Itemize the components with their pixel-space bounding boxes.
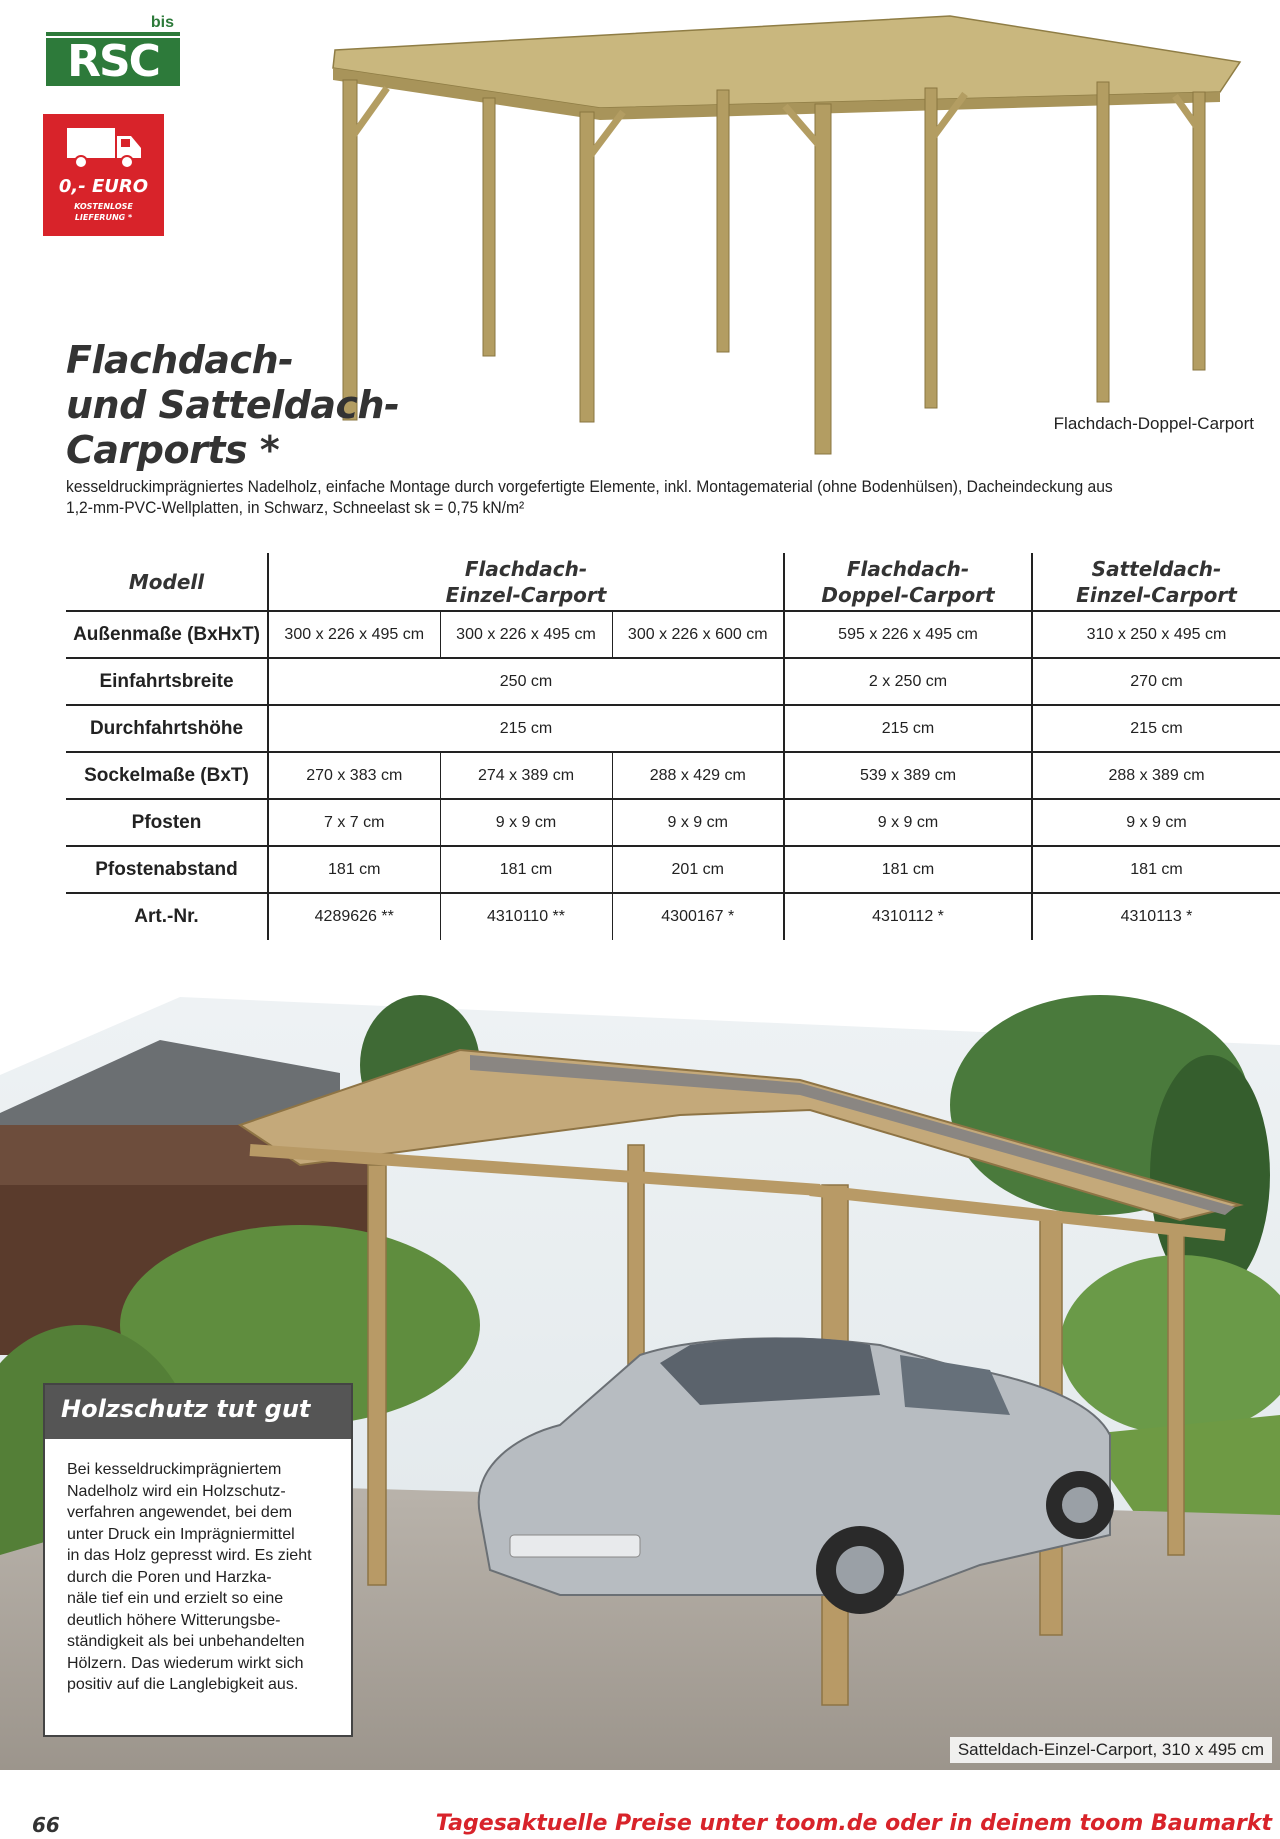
table-cell: 215 cm (1032, 705, 1280, 752)
rsc-logo (46, 14, 180, 86)
logo-main-text: RSC (46, 38, 180, 86)
table-row (66, 752, 1280, 799)
table-cell: 300 x 226 x 495 cm (440, 611, 612, 658)
table-cell: 215 cm (268, 705, 784, 752)
table-cell: 9 x 9 cm (1032, 799, 1280, 846)
table-cell: 274 x 389 cm (440, 752, 612, 799)
table-row (66, 611, 1280, 658)
row-label-durchfahrtshoehe: Durchfahrtshöhe (89, 717, 244, 739)
table-row (66, 658, 1280, 705)
page-title (66, 338, 399, 473)
table-cell: 181 cm (784, 846, 1032, 893)
holzschutz-infobox (43, 1383, 353, 1737)
table-cell: 181 cm (440, 846, 612, 893)
table-cell: 215 cm (784, 705, 1032, 752)
row-label-pfostenabstand: Pfostenabstand (95, 858, 238, 880)
infobox-body (45, 1439, 351, 1696)
table-header-row (66, 553, 1280, 611)
badge-price: 0,- EURO (58, 176, 149, 197)
table-cell: 300 x 226 x 495 cm (268, 611, 440, 658)
infobox-line: Nadelholz wird ein Holzschutz- (67, 1482, 286, 1500)
infobox-line: unter Druck ein Imprägniermittel (67, 1525, 295, 1543)
table-cell: 4300167 * (612, 893, 784, 940)
table-cell: 270 x 383 cm (268, 752, 440, 799)
table-cell: 9 x 9 cm (440, 799, 612, 846)
title-line-2: und Satteldach- (66, 383, 400, 427)
header-flachdach-doppel: Flachdach- Doppel-Carport (784, 553, 1032, 611)
table-row (66, 705, 1280, 752)
table-cell: 595 x 226 x 495 cm (784, 611, 1032, 658)
title-line-1: Flachdach- (66, 338, 294, 382)
hero-caption: Flachdach-Doppel-Carport (1046, 412, 1262, 436)
intro-line-2: 1,2-mm-PVC-Wellplatten, in Schwarz, Schneelast sk = 0,75 kN/m² (66, 498, 525, 517)
infobox-line: in das Holz gepresst wird. Es zieht (67, 1547, 312, 1564)
table-cell: 270 cm (1032, 658, 1280, 705)
table-row (66, 799, 1280, 846)
infobox-line: positiv auf die Langlebigkeit aus. (67, 1676, 299, 1693)
row-label-aussenmasse: Außenmaße (BxHxT) (73, 623, 260, 645)
infobox-line: deutlich höhere Witterungsbe- (67, 1611, 281, 1629)
table-cell: 288 x 389 cm (1032, 752, 1280, 799)
table-cell: 181 cm (268, 846, 440, 893)
photo-caption: Satteldach-Einzel-Carport, 310 x 495 cm (950, 1737, 1272, 1763)
footer-text: Tagesaktuelle Preise unter toom.de oder in deinem toom Baumarkt (435, 1811, 1272, 1836)
table-cell: 181 cm (1032, 846, 1280, 893)
table-cell: 9 x 9 cm (784, 799, 1032, 846)
table-cell: 9 x 9 cm (612, 799, 784, 846)
title-line-3: Carports * (66, 428, 280, 472)
header-modell: Modell (128, 569, 205, 594)
infobox-title: Holzschutz tut gut (45, 1385, 351, 1439)
row-label-einfahrtsbreite: Einfahrtsbreite (99, 670, 234, 692)
table-cell: 2 x 250 cm (784, 658, 1032, 705)
flachdach-doppel-carport-image (315, 0, 1280, 460)
header-flachdach-einzel: Flachdach- Einzel-Carport (268, 553, 784, 611)
intro-text (66, 476, 1234, 518)
table-cell: 4289626 ** (268, 893, 440, 940)
infobox-line: verfahren angewendet, bei dem (67, 1504, 293, 1521)
table-row (66, 846, 1280, 893)
badge-line1: KOSTENLOSE (74, 202, 133, 211)
table-cell: 310 x 250 x 495 cm (1032, 611, 1280, 658)
row-label-artnr: Art.-Nr. (134, 906, 199, 927)
page-number: 66 (32, 1813, 60, 1837)
table-cell: 539 x 389 cm (784, 752, 1032, 799)
infobox-line: Bei kesseldruckimprägniertem (67, 1461, 282, 1478)
table-cell: 4310112 * (784, 893, 1032, 940)
table-cell: 4310113 * (1032, 893, 1280, 940)
spec-table (66, 553, 1280, 940)
free-delivery-badge (43, 114, 164, 236)
table-cell: 250 cm (268, 658, 784, 705)
intro-line-1: kesseldruckimprägniertes Nadelholz, einfache Montage durch vorgefertigte Elemente, inkl. Montagematerial (ohne Bodenhülsen), Dacheindeckung aus (66, 477, 1113, 496)
table-cell: 288 x 429 cm (612, 752, 784, 799)
table-cell: 4310110 ** (440, 893, 612, 940)
table-cell: 7 x 7 cm (268, 799, 440, 846)
badge-line2: LIEFERUNG * (74, 213, 133, 222)
delivery-truck-icon (65, 124, 143, 170)
logo-bis-text: bis (150, 14, 174, 31)
infobox-line: ständigkeit als bei unbehandelten (67, 1633, 305, 1650)
infobox-line: Hölzern. Das wiederum wirkt sich (67, 1654, 304, 1672)
infobox-line: durch die Poren und Harzka- (67, 1568, 272, 1586)
header-satteldach-einzel: Satteldach- Einzel-Carport (1032, 553, 1280, 611)
row-label-sockelmasse: Sockelmaße (BxT) (84, 764, 249, 786)
table-cell: 300 x 226 x 600 cm (612, 611, 784, 658)
row-label-pfosten: Pfosten (131, 811, 202, 833)
table-cell: 201 cm (612, 846, 784, 893)
infobox-line: näle tief ein und erzielt so eine (67, 1590, 284, 1607)
table-row (66, 893, 1280, 940)
